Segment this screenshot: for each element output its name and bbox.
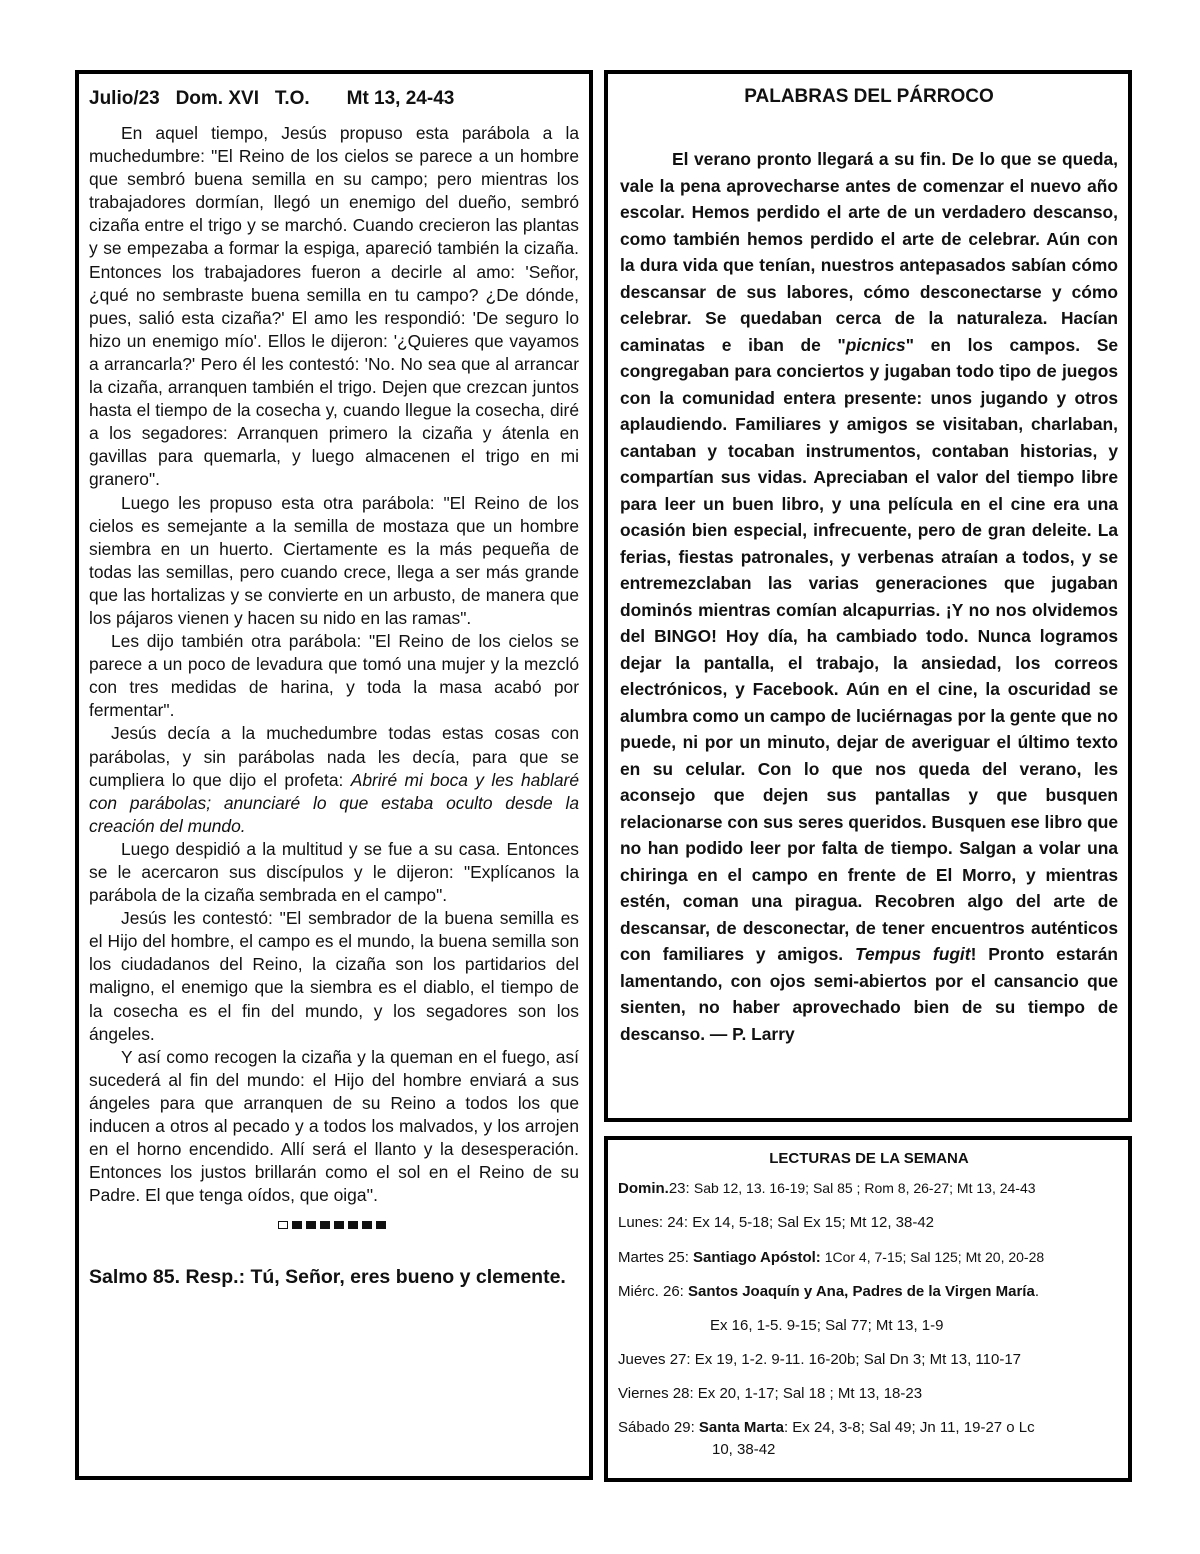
gospel-paragraph-1: En aquel tiempo, Jesús propuso esta parábola a la muchedumbre: "El Reino de los cielos se parece a un hombre que sembró buena semilla en su campo; pero mientras los trabajadores dormían, llegó un enemigo del dueño, sembró cizaña entre el trigo y se marchó. Cuando crecieron las plantas y se empezaba a formar la espiga, apareció también la cizaña. Entonces los trabajadores fueron a decirle al amo: 'Señor, ¿qué no sembraste buena semilla en tu campo? ¿De dónde, pues, salió esta cizaña?' El amo les respondió: 'De seguro lo hizo un enemigo mío'. Ellos le dijeron: '¿Quieres que vayamos a arrancarla?' Pero él les contestó: 'No. No sea que al arrancar la cizaña, arranquen también el trigo. Dejen que crezcan juntos hasta el tiempo de la cosecha y, cuando llegue la cosecha, diré a los segadores: Arranquen primero la cizaña y átenla en gavillas para quemarla, y luego almacenen el trigo en mi granero". xyxy=(89,123,579,490)
lecturas-title: LECTURAS DE LA SEMANA xyxy=(769,1150,969,1167)
gospel-header: Julio/23 Dom. XVI T.O. Mt 13, 24-43 xyxy=(89,88,455,109)
parroco-text-a: El verano pronto llegará a su fin. De lo que se queda, vale la pena aprovecharse antes de comenzar el nuevo año escolar. Hemos perdido el arte de un verdadero descanso, como también hemos perdido el arte de celebrar. Aún con la dura vida que tenían, nuestros antepasados sabían cómo descansar de sus labores, cómo desconectarse y cómo celebrar. Se quedaban cerca de la naturaleza. Hacían caminatas e iban de " xyxy=(620,149,1118,355)
lectura-domingo xyxy=(618,1177,1120,1200)
parroco-text-b: " en los campos. Se congregaban para conciertos y jugaban todo tipo de juegos con la comunidad entera presente: unos jugando y otros aplaudiendo. Familiares y amigos se visitaban, charlaban, cantaban y tocaban instrumentos, contaban historias, y compartían sus vidas. Apreciaban el valor del tiempo libre para leer un buen libro, y una película en el cine era una ocasión bien especial, infrecuente, pero de gran deleite. La ferias, fiestas patronales, y verbenas atraían a todos, y se entremezclaban las varias generaciones que jugaban dominós mientras comían alcapurrias. ¡Y no nos olvidemos del BINGO! Hoy día, ha cambiado todo. Nunca logramos dejar la pantalla, el trabajo, la ansiedad, los correos electrónicos, y Facebook. Aún en el cine, la oscuridad se alumbra como un campo de luciérnagas por la gente que no puede, ni por un minuto, dejar de averiguar el último texto en su celular. Con lo que nos queda del verano, les aconsejo que dejen sus pantallas y que busquen relacionarse con sus seres queridos. Busquen ese libro que no han podido leer por falta de tiempo. Salgan a volar una chiringa en el campo en frente de El Morro, y mientras estén, coman una piragua. Recobren algo del arte de descansar, de desconectar, de tener encuentros auténticos con familiares y amigos. xyxy=(620,334,1118,964)
lectura-miercoles-refs: Ex 16, 1-5. 9-15; Sal 77; Mt 13, 1-9 xyxy=(710,1317,944,1334)
gospel-prophet-quote: Abriré mi boca y les hablaré con parábolas; anunciaré lo que estaba oculto desde la creación del mundo. xyxy=(89,769,579,836)
lectura-miercoles-dot: . xyxy=(1034,1283,1039,1300)
parroco-box xyxy=(604,70,1132,1122)
lectura-domingo-refs: Sab 12, 13. 16-19; Sal 85 ; Rom 8, 26-27; Mt 13, 24-43 xyxy=(693,1180,1036,1196)
lectura-sabado xyxy=(618,1417,1120,1439)
decorative-separator xyxy=(278,1221,390,1230)
gospel-paragraph-7: Y así como recogen la cizaña y la queman en el fuego, así sucederá al fin del mundo: el Hijo del hombre enviará a sus ángeles para que arranquen de su Reino a todos los que inducen a otros al pecado y a todos los malvados, y los arrojen en el horno encendido. Allí será el llanto y la desesperación. Entonces los justos brillarán como el sol en el Reino de su Padre. El que tenga oídos, que oiga''. xyxy=(89,1046,579,1206)
gospel-paragraph-6: Jesús les contestó: "El sembrador de la buena semilla es el Hijo del hombre, el campo es el mundo, la buena semilla son los ciudadanos del Reino, la cizaña son los partidarios del maligno, el enemigo que la siembra es el diablo, el tiempo de la cosecha es el fin del mundo, y los segadores son los ángeles. xyxy=(89,908,579,1044)
gospel-box xyxy=(75,70,593,1480)
lectura-sabado-saint: Santa Marta xyxy=(698,1419,784,1436)
lectura-jueves: Jueves 27: Ex 19, 1-2. 9-11. 16-20b; Sal Dn 3; Mt 13, 110-17 xyxy=(618,1351,1022,1368)
gospel-paragraph-3: Les dijo también otra parábola: "El Reino de los cielos se parece a un poco de levadura que tomó una mujer y la mezcló con tres medidas de harina, y toda la masa acabó por fermentar". xyxy=(89,631,579,721)
gospel-paragraph-5: Luego despidió a la multitud y se fue a su casa. Entonces se le acercaron sus discípulos y le dijeron: "Explícanos la parábola de la cizaña sembrada en el campo". xyxy=(89,838,579,906)
gospel-paragraph-4 xyxy=(89,722,579,837)
parroco-text xyxy=(620,146,1118,1047)
lectura-martes xyxy=(618,1246,1120,1269)
gospel-paragraph-4-text: Jesús decía a la muchedumbre todas estas cosas con parábolas, y sin parábolas nada les decía, para que se cumpliera lo que dijo el profeta: xyxy=(89,723,579,790)
lectura-sabado-refs-cont: 10, 38-42 xyxy=(712,1441,776,1458)
lectura-martes-day: Martes 25: xyxy=(618,1249,694,1266)
lectura-miercoles xyxy=(618,1281,1120,1303)
parroco-title: PALABRAS DEL PÁRROCO xyxy=(744,86,994,107)
lectura-lunes: Lunes: 24: Ex 14, 5-18; Sal Ex 15; Mt 12, 38-42 xyxy=(618,1214,935,1231)
parroco-italic-tempus: Tempus fugit xyxy=(855,944,971,964)
lecturas-box xyxy=(604,1136,1132,1482)
lectura-domingo-num: 23: xyxy=(668,1180,694,1197)
gospel-paragraph-2: Luego les propuso esta otra parábola: "El Reino de los cielos es semejante a la semilla de mostaza que un hombre siembra en un huerto. Ciertamente es la más pequeña de todas las semillas, pero cuando crece, llega a ser más grande que las hortalizas y se convierte en un arbusto, de manera que los pájaros vienen y hacen su nido en las ramas". xyxy=(89,492,579,628)
parroco-italic-picnics: picnics xyxy=(845,334,906,355)
lectura-sabado-refs: : Ex 24, 3-8; Sal 49; Jn 11, 19-27 o Lc xyxy=(783,1419,1035,1436)
lectura-miercoles-saint: Santos Joaquín y Ana, Padres de la Virgen María xyxy=(688,1283,1035,1300)
lectura-martes-saint: Santiago Apóstol: xyxy=(693,1249,821,1266)
lectura-sabado-day: Sábado 29: xyxy=(618,1419,699,1436)
lectura-miercoles-day: Miérc. 26: xyxy=(618,1283,689,1300)
gospel-text xyxy=(89,122,579,1207)
salmo-response: Salmo 85. Resp.: Tú, Señor, eres bueno y clemente. xyxy=(89,1266,566,1289)
parroco-text-c: ! Pronto estarán lamentando, con ojos semi-abiertos por el cansancio que sienten, no haber aprovechado bien de su tiempo de descanso. — P. Larry xyxy=(620,944,1118,1044)
lectura-domingo-day: Domin. xyxy=(618,1180,669,1197)
lectura-martes-refs: 1Cor 4, 7-15; Sal 125; Mt 20, 20-28 xyxy=(820,1249,1045,1265)
lectura-viernes: Viernes 28: Ex 20, 1-17; Sal 18 ; Mt 13, 18-23 xyxy=(618,1385,923,1402)
